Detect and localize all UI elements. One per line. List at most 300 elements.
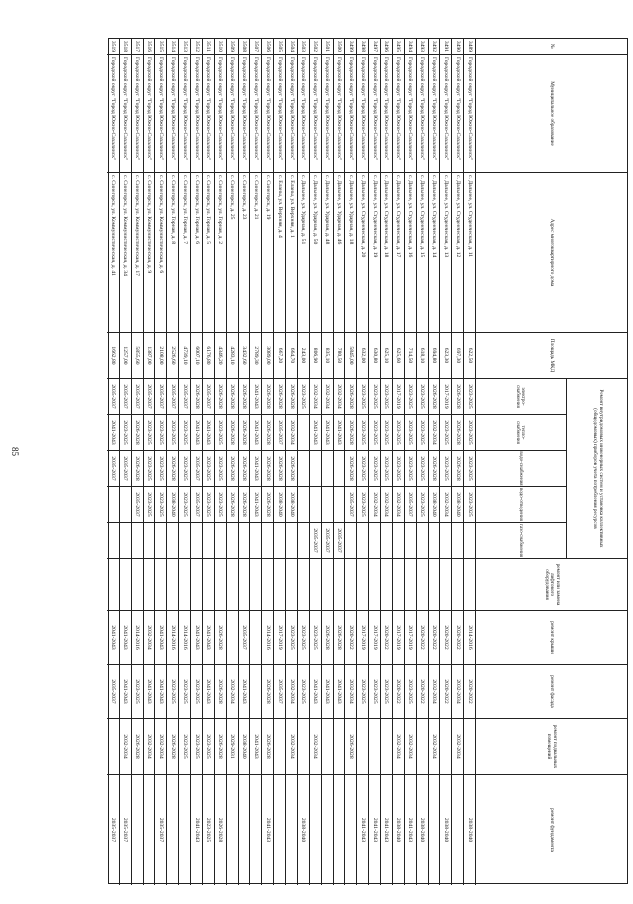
cell-basement: 2023-2025 [179, 719, 190, 775]
cell-electric: 2035-2037 [203, 379, 214, 415]
repair-schedule-table [108, 38, 628, 884]
table-row [178, 39, 190, 885]
cell-electric: 2026-2028 [239, 379, 250, 415]
cell-gas [167, 523, 178, 559]
header-municipality: Муниципальное образование [476, 55, 627, 173]
cell-area: 625,60 [393, 333, 404, 379]
cell-address: с. Дальнее, ул. Ударная, д. 48 [322, 173, 333, 333]
cell-water: 2026-2028 [239, 451, 250, 487]
cell-basement: 2032-2034 [452, 719, 463, 775]
cell-heat: 2026-2028 [239, 415, 250, 451]
cell-foundation [144, 775, 155, 885]
header-gas: газо-снабжения [475, 523, 567, 559]
rotated-table-area [108, 38, 628, 884]
cell-number: 3501 [322, 39, 333, 55]
cell-sewer: 2038-2040 [429, 487, 440, 523]
cell-foundation [167, 775, 178, 885]
cell-heat [298, 415, 309, 451]
cell-area: 625,10 [381, 333, 392, 379]
cell-water: 2026-2028 [452, 451, 463, 487]
cell-heat: 2032-2034 [429, 415, 440, 451]
cell-address: с. Дальнее, ул. Студенческая, д. 18 [381, 173, 392, 333]
cell-heat: 2041-2043 [107, 415, 119, 451]
cell-heat: 2023-2025 [417, 415, 428, 451]
cell-roof: 2014-2016 [464, 611, 475, 665]
cell-elevator [203, 559, 214, 611]
cell-address: с. Дальнее, ул. Студенческая, д. 15 [417, 173, 428, 333]
cell-roof: 2017-2019 [405, 611, 416, 665]
cell-sewer: 2023-2025 [203, 487, 214, 523]
cell-heat: 2041-2043 [322, 415, 333, 451]
cell-number: 3498 [357, 39, 368, 55]
cell-heat: 2041-2043 [203, 415, 214, 451]
cell-sewer: 2023-2025 [215, 487, 226, 523]
cell-electric: 2026-2028 [274, 379, 285, 415]
cell-foundation: 2041-2043 [264, 817, 271, 843]
cell-address: с. Дальнее, ул. Студенческая, д. 16 [405, 173, 416, 333]
cell-address: с. Дальнее, ул. Студенческая, д. 11 [464, 173, 475, 333]
cell-elevator [250, 559, 261, 611]
cell-basement: 2029-2031 [227, 719, 238, 775]
cell-water: 2026-2028 [345, 451, 356, 487]
table-row [297, 39, 309, 885]
cell-electric: 2023-2025 [369, 379, 380, 415]
cell-gas [417, 523, 428, 559]
cell-area: 622,50 [464, 333, 475, 379]
cell-sewer: 2038-2040 [167, 487, 178, 523]
cell-basement: 2032-2034 [310, 719, 321, 775]
cell-facade: 2023-2025 [369, 665, 380, 719]
cell-address: с. Синегорск, ул. Горная, д. 5 [203, 173, 214, 333]
cell-municipality: Городской округ "Город Южно-Сахалинск" [393, 55, 404, 173]
cell-area: 1257,00 [120, 333, 131, 379]
cell-number: 3496 [381, 39, 392, 55]
cell-facade: 2032-2034 [345, 665, 356, 719]
cell-basement: 2032-2034 [286, 719, 297, 775]
cell-basement: 2023-2025 [191, 719, 202, 775]
cell-heat: 2023-2025 [381, 415, 392, 451]
cell-electric: 2035-2037 [144, 379, 155, 415]
cell-area: 835,10 [322, 333, 333, 379]
cell-facade: 2023-2025 [381, 665, 392, 719]
cell-sewer: 2023-2025 [156, 487, 167, 523]
cell-gas [239, 523, 250, 559]
cell-sewer: 2023-2025 [417, 487, 428, 523]
cell-foundation: 2035-2037 [122, 817, 129, 843]
cell-basement [381, 719, 392, 775]
cell-foundation: 2038-2040 [442, 817, 449, 843]
cell-area: 5855,60 [132, 333, 143, 379]
cell-sewer: 2023-2025 [179, 487, 190, 523]
cell-electric: 2035-2037 [167, 379, 178, 415]
cell-water: 2023-2025 [203, 451, 214, 487]
cell-electric: 2035-2037 [107, 379, 119, 415]
cell-municipality: Городской округ "Город Южно-Сахалинск" [429, 55, 440, 173]
table-row [368, 39, 380, 885]
cell-electric: 2026-2028 [429, 379, 440, 415]
cell-electric: 2023-2025 [405, 379, 416, 415]
cell-municipality: Городской округ "Город Южно-Сахалинск" [357, 55, 368, 173]
cell-heat: 2023-2025 [179, 415, 190, 451]
cell-number: 3494 [405, 39, 416, 55]
cell-address: с. Дальнее, ул. Ударная, д. 50 [310, 173, 321, 333]
cell-facade: 2026-2028 [215, 665, 226, 719]
cell-foundation: 2041-2043 [193, 817, 200, 843]
cell-number: 3507 [250, 39, 261, 55]
cell-facade: 2041-2043 [322, 665, 333, 719]
cell-gas [274, 523, 285, 559]
table-row [344, 39, 356, 885]
cell-electric: 2026-2028 [227, 379, 238, 415]
cell-roof: 2017-2019 [357, 611, 368, 665]
cell-area: 2526,60 [167, 333, 178, 379]
cell-gas [405, 523, 416, 559]
table-row [143, 39, 155, 885]
cell-number: 3504 [286, 39, 297, 55]
cell-facade: 2032-2034 [452, 665, 463, 719]
cell-electric: 2023-2025 [357, 379, 368, 415]
cell-facade: 2032-2034 [286, 665, 297, 719]
cell-electric: 2032-2034 [310, 379, 321, 415]
cell-foundation: 2026-2028 [217, 817, 224, 843]
cell-municipality: Городской округ "Город Южно-Сахалинск" [107, 55, 119, 173]
cell-electric: 2026-2028 [191, 379, 202, 415]
cell-foundation: 2041-2043 [359, 817, 366, 843]
cell-foundation [286, 775, 297, 885]
cell-municipality: Городской округ "Город Южно-Сахалинск" [417, 55, 428, 173]
cell-facade: 2041-2043 [120, 665, 131, 719]
cell-area: 4283,10 [227, 333, 238, 379]
header-area: Площадь МКД [476, 333, 627, 379]
cell-address: с. Синегорск, д. 23 [239, 173, 250, 333]
cell-gas [369, 523, 380, 559]
cell-number: 3493 [417, 39, 428, 55]
cell-water: 2035-2037 [120, 451, 131, 487]
cell-area: 780,50 [334, 333, 345, 379]
cell-area: 1662,80 [107, 333, 119, 379]
cell-area: 694,80 [429, 333, 440, 379]
cell-number: 3511 [203, 39, 214, 55]
cell-roof: 2041-2043 [191, 611, 202, 665]
cell-sewer [298, 487, 309, 523]
cell-roof: 2020-2022 [429, 611, 440, 665]
cell-basement: 2032-2034 [144, 719, 155, 775]
cell-sewer: 2032-2034 [393, 487, 404, 523]
cell-address: с. Дальнее, ул. Ударная, д. 18 [345, 173, 356, 333]
table-row [333, 39, 345, 885]
cell-basement: 2032-2034 [429, 719, 440, 775]
cell-area: 632,00 [357, 333, 368, 379]
cell-municipality: Городской округ "Город Южно-Сахалинск" [452, 55, 463, 173]
cell-number: 3497 [369, 39, 380, 55]
cell-address: с. Дальнее, ул. Студенческая, д. 20 [357, 173, 368, 333]
cell-electric: 2026-2028 [215, 379, 226, 415]
cell-water [310, 451, 321, 487]
cell-sewer: 2023-2025 [144, 487, 155, 523]
cell-number: 3515 [156, 39, 167, 55]
cell-water: 2023-2025 [464, 451, 475, 487]
cell-basement: 2032-2034 [393, 719, 404, 775]
cell-elevator [334, 559, 345, 611]
cell-sewer: 2026-2028 [227, 487, 238, 523]
cell-water: 2023-2025 [369, 451, 380, 487]
cell-address: с. Синегорск, ул. Горная, д. 6 [191, 173, 202, 333]
cell-area: 243,00 [298, 333, 309, 379]
cell-area: 1387,00 [144, 333, 155, 379]
cell-sewer: 2041-2043 [250, 487, 261, 523]
cell-number: 3505 [274, 39, 285, 55]
cell-heat: 2032-2034 [286, 415, 297, 451]
cell-number: 3499 [345, 39, 356, 55]
cell-elevator [381, 559, 392, 611]
table-row [309, 39, 321, 885]
table-row [285, 39, 297, 885]
cell-facade: 2023-2025 [179, 665, 190, 719]
cell-water: 2023-2025 [156, 451, 167, 487]
cell-heat: 2041-2043 [310, 415, 321, 451]
cell-elevator [298, 559, 309, 611]
cell-heat: 2041-2043 [191, 415, 202, 451]
cell-basement: 2038-2040 [239, 719, 250, 775]
cell-foundation: 2041-2043 [371, 817, 378, 843]
cell-gas [227, 523, 238, 559]
cell-number: 3500 [334, 39, 345, 55]
cell-foundation: 2023-2025 [205, 817, 212, 843]
cell-facade: 2023-2025 [132, 665, 143, 719]
cell-foundation: 2041-2043 [383, 817, 390, 843]
cell-municipality: Городской округ "Город Южно-Сахалинск" [286, 55, 297, 173]
cell-foundation [227, 775, 238, 885]
cell-address: с. Синегорск, ул. Коммунистическая, д. 34 [120, 173, 131, 333]
cell-water: 2035-2037 [107, 451, 119, 487]
cell-address: с. Синегорск, ул. Коммунистическая, д. 9 [144, 173, 155, 333]
table-row [321, 39, 333, 885]
cell-electric: 2032-2034 [322, 379, 333, 415]
cell-municipality: Городской округ "Город Южно-Сахалинск" [227, 55, 238, 173]
cell-roof: 2014-2016 [262, 611, 273, 665]
cell-facade: 2041-2043 [156, 665, 167, 719]
cell-sewer [334, 487, 345, 523]
cell-roof: 2026-2028 [334, 611, 345, 665]
cell-facade: 2041-2043 [334, 665, 345, 719]
cell-basement: 2032-2034 [405, 719, 416, 775]
cell-area: 714,50 [405, 333, 416, 379]
cell-foundation: 2038-2040 [419, 817, 426, 843]
cell-number: 3506 [262, 39, 273, 55]
cell-electric: 2035-2037 [179, 379, 190, 415]
cell-area: 667,20 [274, 333, 285, 379]
cell-basement: 2026-2028 [167, 719, 178, 775]
cell-heat: 2026-2028 [132, 415, 143, 451]
cell-roof: 2023-2025 [286, 611, 297, 665]
cell-address: с. Еланы, ул. Верхняя, д. 1 [286, 173, 297, 333]
cell-sewer: 2032-2034 [440, 487, 451, 523]
cell-roof: 2041-2043 [107, 611, 119, 665]
cell-foundation [452, 775, 463, 885]
cell-water: 2041-2043 [250, 451, 261, 487]
cell-foundation [429, 775, 440, 885]
cell-gas [286, 523, 297, 559]
table-row [166, 39, 178, 885]
table-row [273, 39, 285, 885]
cell-elevator [464, 559, 475, 611]
cell-area: 2789,30 [250, 333, 261, 379]
header-address: Адрес многоквартирного дома [476, 173, 627, 333]
cell-sewer: 2032-2034 [369, 487, 380, 523]
cell-sewer: 2038-2040 [286, 487, 297, 523]
cell-elevator [107, 559, 119, 611]
cell-number: 3513 [179, 39, 190, 55]
cell-foundation: 2041-2043 [407, 817, 414, 843]
cell-number: 3502 [310, 39, 321, 55]
table-row [261, 39, 273, 885]
cell-foundation [274, 775, 285, 885]
cell-roof: 2020-2022 [345, 611, 356, 665]
cell-area: 664,70 [286, 333, 297, 379]
header-systems-group: Ремонт внутридомовых инженерных систем и установка коллективных (общедомовых) приборов учета потребления ресурсов [567, 379, 627, 559]
cell-heat: 2023-2025 [405, 415, 416, 451]
cell-gas [250, 523, 261, 559]
cell-gas [215, 523, 226, 559]
cell-facade: 2041-2043 [144, 665, 155, 719]
cell-basement [464, 719, 475, 775]
cell-gas: 2035-2037 [334, 523, 345, 559]
cell-facade [250, 665, 261, 719]
cell-elevator [239, 559, 250, 611]
table-row [155, 39, 167, 885]
cell-roof: 2017-2019 [274, 611, 285, 665]
cell-roof: 2035-2037 [239, 611, 250, 665]
cell-area: 6007,10 [191, 333, 202, 379]
cell-water: 2026-2028 [274, 451, 285, 487]
cell-roof: 2023-2025 [310, 611, 321, 665]
cell-water: 2026-2028 [286, 451, 297, 487]
cell-roof: 2020-2022 [440, 611, 451, 665]
cell-address: с. Дальнее, ул. Ударная, д. 51 [298, 173, 309, 333]
cell-foundation: 2038-2040 [466, 817, 473, 843]
cell-water [298, 451, 309, 487]
cell-gas [132, 523, 143, 559]
cell-heat: 2023-2025 [464, 415, 475, 451]
cell-water: 2023-2025 [417, 451, 428, 487]
cell-number: 3518 [120, 39, 131, 55]
cell-heat: 2041-2043 [334, 415, 345, 451]
cell-facade: 2041-2043 [239, 665, 250, 719]
cell-sewer [107, 487, 119, 523]
cell-sewer: 2038-2040 [452, 487, 463, 523]
cell-facade: 2023-2025 [191, 665, 202, 719]
cell-foundation [322, 775, 333, 885]
cell-facade: 2035-2037 [107, 665, 119, 719]
cell-sewer: 2026-2028 [262, 487, 273, 523]
cell-electric: 2035-2037 [132, 379, 143, 415]
cell-municipality: Городской округ "Город Южно-Сахалинск" [215, 55, 226, 173]
table-row [416, 39, 428, 885]
cell-roof [250, 611, 261, 665]
cell-basement: 2026-2028 [132, 719, 143, 775]
cell-gas: 2035-2037 [322, 523, 333, 559]
cell-area: 806,90 [310, 333, 321, 379]
page-number: 85 [10, 447, 20, 456]
header-facade: ремонт фасада [476, 665, 627, 719]
cell-elevator [369, 559, 380, 611]
table-row [392, 39, 404, 885]
cell-roof: 2026-2028 [322, 611, 333, 665]
cell-elevator [417, 559, 428, 611]
table-row [380, 39, 392, 885]
cell-water: 2026-2028 [429, 451, 440, 487]
cell-municipality: Городской округ "Город Южно-Сахалинск" [298, 55, 309, 173]
cell-sewer: 2023-2025 [464, 487, 475, 523]
header-electric: электро-снабжения [475, 379, 567, 415]
cell-municipality: Городской округ "Город Южно-Сахалинск" [120, 55, 131, 173]
cell-number: 3516 [144, 39, 155, 55]
cell-area: 4739,10 [179, 333, 190, 379]
cell-roof: 2041-2043 [120, 611, 131, 665]
cell-area: 697,30 [452, 333, 463, 379]
cell-municipality: Городской округ "Город Южно-Сахалинск" [334, 55, 345, 173]
cell-number: 3519 [107, 39, 119, 55]
cell-foundation: 2035-2037 [109, 817, 116, 843]
cell-electric: 2017-2019 [440, 379, 451, 415]
cell-number: 3509 [227, 39, 238, 55]
cell-number: 3514 [167, 39, 178, 55]
cell-municipality: Городской округ "Город Южно-Сахалинск" [369, 55, 380, 173]
cell-elevator [345, 559, 356, 611]
table-row [451, 39, 463, 885]
cell-address: с. Синегорск, ул. Коммунистическая, д. 6 [156, 173, 167, 333]
header-elevator: ремонт или замена лифтового оборудования [476, 559, 627, 611]
cell-number: 3495 [393, 39, 404, 55]
cell-heat: 2023-2025 [144, 415, 155, 451]
cell-basement [357, 719, 368, 775]
cell-heat: 2026-2028 [345, 415, 356, 451]
cell-municipality: Городской округ "Город Южно-Сахалинск" [440, 55, 451, 173]
cell-water: 2023-2025 [393, 451, 404, 487]
cell-elevator [156, 559, 167, 611]
cell-area: 6176,80 [203, 333, 214, 379]
cell-roof: 2014-2016 [132, 611, 143, 665]
cell-electric: 2035-2037 [120, 379, 131, 415]
cell-water: 2023-2025 [440, 451, 451, 487]
table-row [238, 39, 250, 885]
cell-number: 3510 [215, 39, 226, 55]
cell-electric: 2023-2025 [464, 379, 475, 415]
cell-area: 618,10 [417, 333, 428, 379]
cell-basement: 2026-2028 [345, 719, 356, 775]
table-row [214, 39, 226, 885]
cell-gas [203, 523, 214, 559]
cell-gas [357, 523, 368, 559]
cell-facade: 2032-2034 [429, 665, 440, 719]
table-row [226, 39, 238, 885]
cell-electric: 2026-2028 [345, 379, 356, 415]
cell-water: 2023-2025 [215, 451, 226, 487]
cell-elevator [227, 559, 238, 611]
cell-number: 3492 [429, 39, 440, 55]
cell-gas [440, 523, 451, 559]
cell-roof: 2032-2034 [144, 611, 155, 665]
cell-area: 623,30 [440, 333, 451, 379]
cell-address: с. Дальнее, ул. Студенческая, д. 17 [393, 173, 404, 333]
cell-heat: 2023-2025 [393, 415, 404, 451]
cell-number: 3491 [440, 39, 451, 55]
cell-municipality: Городской округ "Город Южно-Сахалинск" [345, 55, 356, 173]
cell-sewer [120, 487, 131, 523]
cell-municipality: Городской округ "Город Южно-Сахалинск" [310, 55, 321, 173]
cell-basement [334, 719, 345, 775]
cell-gas [107, 523, 119, 559]
